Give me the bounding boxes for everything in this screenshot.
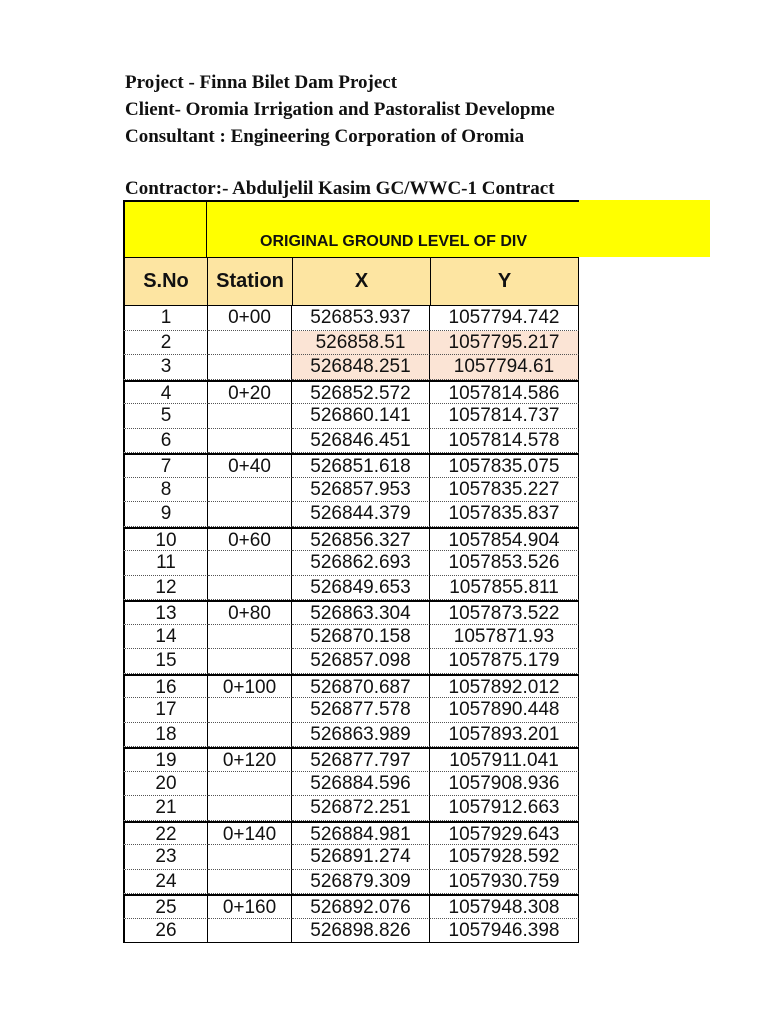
cell-y: 1057794.61 [430, 355, 579, 380]
cell-x: 526870.687 [292, 674, 430, 699]
cell-station [208, 870, 292, 895]
cell-x: 526870.158 [292, 625, 430, 650]
cell-station [208, 919, 292, 944]
cell-x: 526857.953 [292, 478, 430, 503]
cell-x: 526848.251 [292, 355, 430, 380]
cell-y: 1057814.737 [430, 404, 579, 429]
cell-x: 526891.274 [292, 845, 430, 870]
cell-y: 1057912.663 [430, 796, 579, 821]
table-row [123, 919, 579, 944]
cell-y: 1057794.742 [430, 306, 579, 331]
cell-y: 1057855.811 [430, 576, 579, 601]
cell-x: 526852.572 [292, 380, 430, 405]
cell-x: 526846.451 [292, 429, 430, 454]
cell-y: 1057928.592 [430, 845, 579, 870]
table-row [123, 429, 579, 454]
table-title: ORIGINAL GROUND LEVEL OF DIV [260, 233, 527, 250]
cell-x: 526898.826 [292, 919, 430, 944]
cell-x: 526849.653 [292, 576, 430, 601]
table-row [123, 453, 579, 478]
cell-y: 1057835.227 [430, 478, 579, 503]
cell-y: 1057946.398 [430, 919, 579, 944]
cell-sno: 1 [123, 306, 208, 331]
coordinates-table [123, 200, 710, 950]
cell-x: 526862.693 [292, 551, 430, 576]
cell-station [208, 551, 292, 576]
cell-y: 1057890.448 [430, 698, 579, 723]
cell-sno: 6 [123, 429, 208, 454]
cell-station: 0+120 [208, 747, 292, 772]
cell-y: 1057875.179 [430, 649, 579, 674]
table-row [123, 551, 579, 576]
table-row [123, 796, 579, 821]
cell-station [208, 478, 292, 503]
table-row [123, 576, 579, 601]
cell-y: 1057835.075 [430, 453, 579, 478]
table-row [123, 747, 579, 772]
cell-station: 0+00 [208, 306, 292, 331]
cell-station [208, 355, 292, 380]
consultant-line: Consultant : Engineering Corporation of Oromia [125, 126, 525, 147]
cell-station [208, 576, 292, 601]
cell-y: 1057835.837 [430, 502, 579, 527]
cell-sno: 2 [123, 331, 208, 356]
header-station: Station [207, 257, 293, 306]
cell-x: 526863.989 [292, 723, 430, 748]
header-x: X [292, 257, 431, 306]
cell-sno: 15 [123, 649, 208, 674]
table-row [123, 845, 579, 870]
table-row [123, 723, 579, 748]
cell-y: 1057854.904 [430, 527, 579, 552]
cell-sno: 23 [123, 845, 208, 870]
cell-y: 1057853.526 [430, 551, 579, 576]
contractor-line: Contractor:- Abduljelil Kasim GC/WWC-1 Contract [125, 178, 555, 199]
header-y: Y [430, 257, 579, 306]
cell-station: 0+140 [208, 821, 292, 846]
cell-x: 526853.937 [292, 306, 430, 331]
header-sno: S.No [123, 257, 208, 306]
cell-x: 526877.578 [292, 698, 430, 723]
cell-sno: 22 [123, 821, 208, 846]
client-line: Client- Oromia Irrigation and Pastoralist Developme [125, 99, 555, 120]
cell-x: 526858.51 [292, 331, 430, 356]
cell-x: 526860.141 [292, 404, 430, 429]
cell-station [208, 698, 292, 723]
table-row [123, 649, 579, 674]
table-row [123, 674, 579, 699]
cell-y: 1057871.93 [430, 625, 579, 650]
table-row [123, 894, 579, 919]
table-row [123, 355, 579, 380]
cell-sno: 13 [123, 600, 208, 625]
cell-station: 0+20 [208, 380, 292, 405]
cell-sno: 26 [123, 919, 208, 944]
cell-sno: 17 [123, 698, 208, 723]
cell-y: 1057908.936 [430, 772, 579, 797]
cell-sno: 20 [123, 772, 208, 797]
cell-station [208, 404, 292, 429]
cell-station [208, 796, 292, 821]
table-row [123, 527, 579, 552]
table-row [123, 502, 579, 527]
cell-station: 0+60 [208, 527, 292, 552]
cell-x: 526877.797 [292, 747, 430, 772]
cell-sno: 8 [123, 478, 208, 503]
cell-station [208, 649, 292, 674]
cell-sno: 19 [123, 747, 208, 772]
cell-station [208, 772, 292, 797]
table-row [123, 821, 579, 846]
cell-sno: 18 [123, 723, 208, 748]
table-row [123, 331, 579, 356]
cell-sno: 10 [123, 527, 208, 552]
cell-x: 526857.098 [292, 649, 430, 674]
cell-x: 526884.596 [292, 772, 430, 797]
cell-y: 1057814.586 [430, 380, 579, 405]
cell-sno: 21 [123, 796, 208, 821]
cell-y: 1057948.308 [430, 894, 579, 919]
title-band-left-cell [123, 200, 207, 257]
cell-y: 1057930.759 [430, 870, 579, 895]
cell-y: 1057892.012 [430, 674, 579, 699]
cell-sno: 5 [123, 404, 208, 429]
cell-x: 526879.309 [292, 870, 430, 895]
cell-y: 1057814.578 [430, 429, 579, 454]
cell-station: 0+80 [208, 600, 292, 625]
cell-sno: 16 [123, 674, 208, 699]
cell-station [208, 625, 292, 650]
document-header [125, 70, 580, 200]
cell-sno: 3 [123, 355, 208, 380]
cell-y: 1057873.522 [430, 600, 579, 625]
cell-y: 1057929.643 [430, 821, 579, 846]
cell-y: 1057893.201 [430, 723, 579, 748]
cell-sno: 12 [123, 576, 208, 601]
cell-station [208, 429, 292, 454]
table-row [123, 698, 579, 723]
cell-x: 526892.076 [292, 894, 430, 919]
cell-y: 1057911.041 [430, 747, 579, 772]
table-row [123, 772, 579, 797]
table-row [123, 404, 579, 429]
cell-station [208, 502, 292, 527]
cell-x: 526856.327 [292, 527, 430, 552]
cell-x: 526851.618 [292, 453, 430, 478]
cell-station [208, 723, 292, 748]
cell-x: 526884.981 [292, 821, 430, 846]
cell-station: 0+40 [208, 453, 292, 478]
cell-sno: 4 [123, 380, 208, 405]
table-row [123, 306, 579, 331]
table-row [123, 870, 579, 895]
cell-x: 526844.379 [292, 502, 430, 527]
table-row [123, 380, 579, 405]
cell-station: 0+160 [208, 894, 292, 919]
table-row [123, 625, 579, 650]
cell-x: 526863.304 [292, 600, 430, 625]
table-row [123, 600, 579, 625]
cell-x: 526872.251 [292, 796, 430, 821]
cell-station [208, 331, 292, 356]
table-row [123, 478, 579, 503]
cell-sno: 24 [123, 870, 208, 895]
cell-sno: 9 [123, 502, 208, 527]
cell-station [208, 845, 292, 870]
cell-station: 0+100 [208, 674, 292, 699]
project-line: Project - Finna Bilet Dam Project [125, 72, 398, 93]
cell-sno: 14 [123, 625, 208, 650]
cell-sno: 7 [123, 453, 208, 478]
cell-sno: 11 [123, 551, 208, 576]
column-header-row [123, 257, 579, 306]
cell-sno: 25 [123, 894, 208, 919]
cell-y: 1057795.217 [430, 331, 579, 356]
